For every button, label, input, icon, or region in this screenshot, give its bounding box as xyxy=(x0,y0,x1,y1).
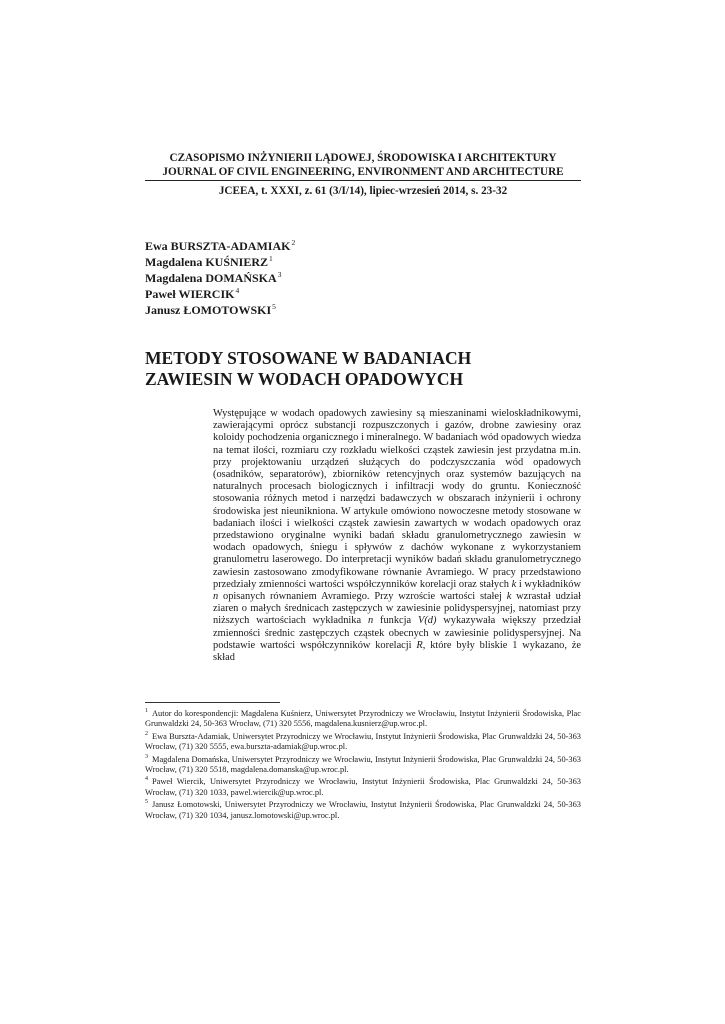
footnote xyxy=(145,732,581,753)
footnote xyxy=(145,800,581,821)
header-rule xyxy=(145,180,581,181)
author xyxy=(145,302,445,318)
author-first-name: Magdalena xyxy=(145,255,206,269)
footnote-number: 2 xyxy=(145,730,148,737)
author-affiliation-mark: 5 xyxy=(272,302,276,311)
abstract-text: wykazywała większy przedział zmienności średnic zastępczych cząstek obecnych w zawiesinie polidyspersyjnej. Na podstawie wartości współczynników korelacji xyxy=(213,615,581,651)
author-affiliation-mark: 2 xyxy=(291,238,296,247)
symbol-k: k xyxy=(506,591,512,603)
abstract-text: i wykładników xyxy=(516,578,581,590)
abstract-text: Występujące w wodach opadowych zawiesiny są mieszaninami wieloskładnikowymi, zawierającymi oprócz substancji rozpuszczonych i gazów, drobne zawiesiny oraz koloidy pochodzenia organicznego i mineralnego. W badaniach wód opadowych wiedza na temat ilości, rozmiaru czy rozkładu wielkości cząstek zawiesin jest przydatna m.in. przy projektowaniu urządzeń służących do podczyszczania wód opadowych (osadników, separatorów), zbiorników retencyjnych oraz systemów bazujących na naturalnych procesach biologicznych i infiltracji wody do gruntu. Konieczność stosowania różnych metod i narzędzi badawczych w obszarach inżynierii i ochrony środowiska jest nieunikniona. W artykule omówiono nowoczesne metody stosowane w badaniach ilości i wielkości cząstek zawiesin zawartych w wodach opadowych oraz przedstawiono oryginalne wyniki badań składu granulometrycznego zawiesin w wodach opadowych, śniegu i spływów z dachów wykonane z wykorzystaniem granulometru laserowego. Do interpretacji wyników badań składu granulometrycznego zawiesin zastosowano zmodyfikowane równanie Avramiego. W pracy przedstawiono przedziały zmienności wartości współczynników korelacji oraz stałych xyxy=(213,408,581,590)
paper-title xyxy=(145,348,585,390)
footnote-text: Autor do korespondencji: Magdalena Kuśnierz, Uniwersytet Przyrodniczy we Wrocławiu, Instytut Inżynierii Środowiska, Plac Grunwaldzki 24, 50-363 Wrocław, (71) 320 5556, magdalena.kusnierz@up.wroc.pl. xyxy=(145,709,581,729)
author-last-name: DOMAŃSKA xyxy=(205,271,277,285)
footnote xyxy=(145,777,581,798)
symbol-n: n xyxy=(367,615,374,627)
footnote-text: Ewa Burszta-Adamiak, Uniwersytet Przyrodniczy we Wrocławiu, Instytut Inżynierii Środowiska, Plac Grunwaldzki 24, 50-363 Wrocław, (71) 320 5555, ewa.burszta-adamiak@up.wroc.pl. xyxy=(145,731,581,752)
paper-title-line: METODY STOSOWANE W BADANIACH xyxy=(145,348,472,368)
author-first-name: Ewa xyxy=(145,239,171,253)
footnote-number: 3 xyxy=(145,753,148,760)
symbol-n: n xyxy=(213,591,219,603)
author xyxy=(145,254,445,270)
abstract-text: , które były bliskie 1 wykazano, że skład xyxy=(213,639,581,664)
author-first-name: Janusz xyxy=(145,303,184,317)
author-last-name: KUŚNIERZ xyxy=(205,255,269,269)
journal-header xyxy=(145,151,581,199)
author-first-name: Paweł xyxy=(145,287,179,301)
footnote xyxy=(145,709,581,730)
abstract-text: funkcja xyxy=(373,615,418,627)
footnote xyxy=(145,755,581,776)
footnote-text: Paweł Wiercik, Uniwersytet Przyrodniczy we Wrocławiu, Instytut Inżynierii Środowiska, Plac Grunwaldzki 24, 50-363 Wrocław, (71) 320 1033, pawel.wiercik@up.wroc.pl. xyxy=(145,777,581,797)
symbol-k: k xyxy=(511,578,517,590)
author-affiliation-mark: 1 xyxy=(269,254,273,263)
author xyxy=(145,238,445,254)
footnote-number: 5 xyxy=(145,799,148,806)
author-first-name: Magdalena xyxy=(145,271,206,285)
author-last-name: WIERCIK xyxy=(178,287,235,301)
footnote-rule xyxy=(145,702,280,703)
author-last-name: ŁOMOTOWSKI xyxy=(183,303,272,317)
author xyxy=(145,270,445,286)
author-list xyxy=(145,238,445,318)
symbol-vd: V(d) xyxy=(417,615,437,627)
abstract-text: opisanych równaniem Avramiego. Przy wzroście wartości stałej xyxy=(218,591,507,603)
symbol-r: R xyxy=(416,639,423,651)
author xyxy=(145,286,445,302)
abstract-text: wzrastał udział ziaren o małych średnicach zastępczych w zawiesinie polidyspersyjnej, natomiast przy niższych wartościach wykładnika xyxy=(213,591,582,627)
journal-citation: JCEEA, t. XXXI, z. 61 (3/I/14), lipiec-wrzesień 2014, s. 23-32 xyxy=(218,185,508,197)
author-affiliation-mark: 4 xyxy=(235,286,240,295)
footnotes xyxy=(145,709,581,823)
footnote-text: Magdalena Domańska, Uniwersytet Przyrodniczy we Wrocławiu, Instytut Inżynierii Środowiska, Plac Grunwaldzki 24, 50-363 Wrocław, (71) 320 5518, magdalena.domanska@up.wroc.pl. xyxy=(145,754,581,775)
author-last-name: BURSZTA-ADAMIAK xyxy=(170,239,291,253)
journal-name-en: JOURNAL OF CIVIL ENGINEERING, ENVIRONMENT AND ARCHITECTURE xyxy=(162,166,564,178)
footnote-number: 4 xyxy=(145,776,148,783)
footnote-number: 1 xyxy=(145,708,148,714)
footnote-text: Janusz Łomotowski, Uniwersytet Przyrodniczy we Wrocławiu, Instytut Inżynierii Środowiska, Plac Grunwaldzki 24, 50-363 Wrocław, (71) 320 1034, janusz.lomotowski@up.wroc.pl. xyxy=(145,800,581,820)
abstract xyxy=(213,408,581,664)
author-affiliation-mark: 3 xyxy=(277,270,282,279)
paper-title-line: ZAWIESIN W WODACH OPADOWYCH xyxy=(145,369,464,389)
journal-name-pl: CZASOPISMO INŻYNIERII LĄDOWEJ, ŚRODOWISKA I ARCHITEKTURY xyxy=(169,152,557,164)
